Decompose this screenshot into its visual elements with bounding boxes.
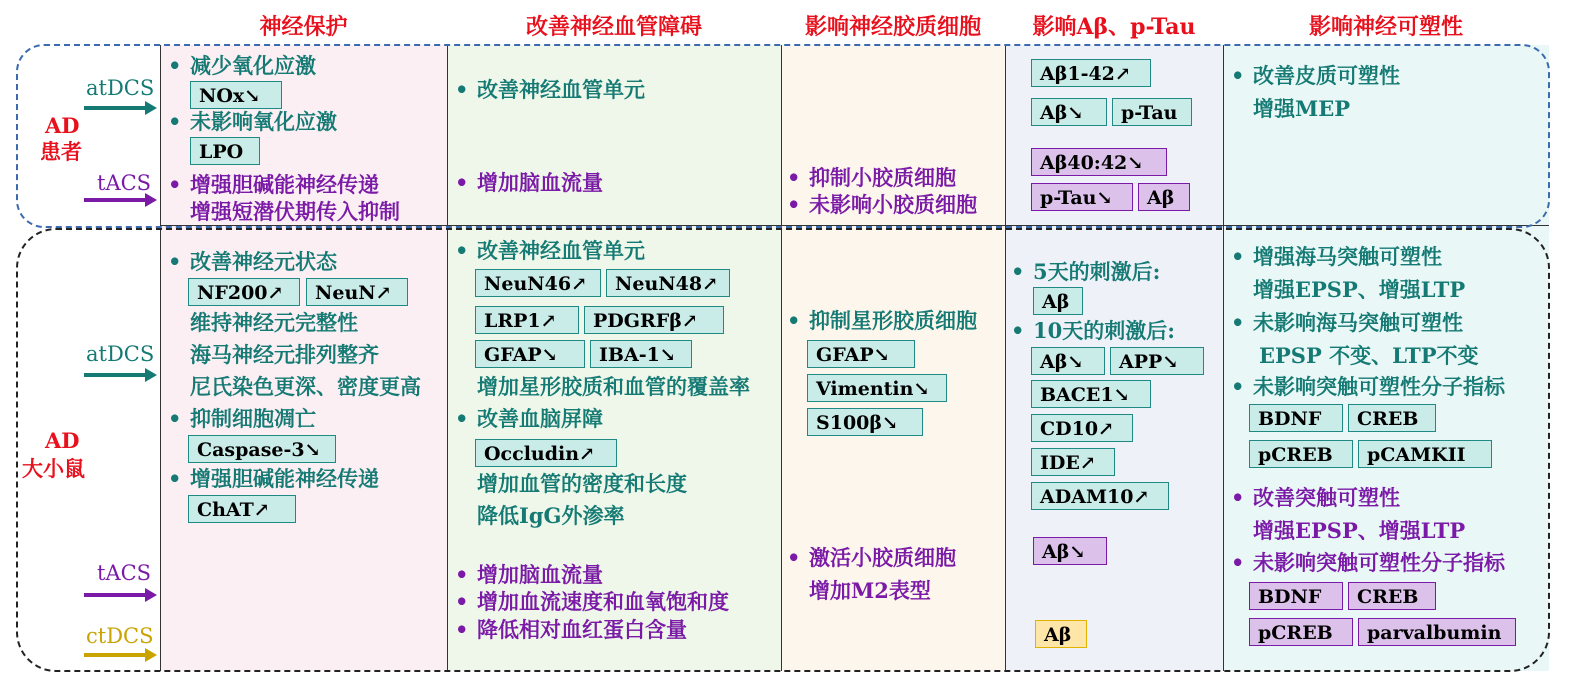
finding-text: 改善神经元状态 xyxy=(190,249,337,274)
marker-box: CD10↗ xyxy=(1031,414,1133,442)
finding-text: 减少氧化应激 xyxy=(190,53,316,78)
bullet: • xyxy=(1231,550,1245,575)
finding-text: 增强EPSP、增强LTP xyxy=(1253,518,1466,543)
marker-box: NOx↘ xyxy=(190,81,282,109)
ctdcs-arrow xyxy=(84,653,146,657)
marker-box: GFAP↘ xyxy=(807,340,915,368)
marker-box: Aβ xyxy=(1138,183,1190,211)
header-plasticity: 影响神经可塑性 xyxy=(1308,14,1463,40)
finding-text: 降低相对血红蛋白含量 xyxy=(477,617,687,642)
bullet: • xyxy=(168,466,182,491)
mouse-label-ad: AD xyxy=(45,428,80,453)
marker-box: BDNF xyxy=(1249,582,1343,610)
bullet: • xyxy=(455,562,469,587)
tacs-arrow xyxy=(84,198,146,202)
bullet: • xyxy=(787,308,801,333)
marker-box: PDGRFβ↗ xyxy=(584,306,724,334)
finding-text: EPSP 不变、LTP不变 xyxy=(1259,343,1479,368)
marker-box: BDNF xyxy=(1249,404,1343,432)
bullet: • xyxy=(455,238,469,263)
marker-box: p-Tau↘ xyxy=(1031,183,1133,211)
finding-text: 增加星形胶质和血管的覆盖率 xyxy=(477,374,750,399)
marker-box: APP↘ xyxy=(1110,347,1204,375)
finding-text: 改善神经血管单元 xyxy=(477,238,645,263)
finding-text: 抑制小胶质细胞 xyxy=(809,165,956,190)
finding-text: 增加血管的密度和长度 xyxy=(477,471,687,496)
bullet: • xyxy=(168,109,182,134)
finding-text: 10天的刺激后: xyxy=(1033,318,1175,343)
finding-text: 增加血流速度和血氧饱和度 xyxy=(477,589,729,614)
marker-box: Aβ1-42↗ xyxy=(1031,59,1151,87)
finding-text: 改善皮质可塑性 xyxy=(1253,63,1400,88)
header-glia: 影响神经胶质细胞 xyxy=(804,14,981,40)
marker-box: LRP1↗ xyxy=(475,306,579,334)
bullet: • xyxy=(168,53,182,78)
marker-box: ADAM10↗ xyxy=(1031,482,1169,510)
marker-box: NeuN46↗ xyxy=(475,269,601,297)
marker-box: IBA-1↘ xyxy=(590,340,692,368)
marker-box: GFAP↘ xyxy=(475,340,585,368)
finding-text: 增加脑血流量 xyxy=(477,562,603,587)
finding-text: 增加M2表型 xyxy=(809,578,931,603)
marker-box: CREB xyxy=(1348,404,1436,432)
marker-box: ChAT↗ xyxy=(188,495,296,523)
marker-box: Caspase-3↘ xyxy=(188,435,336,463)
stim-label-tacs: tACS xyxy=(97,171,152,195)
finding-text: 抑制星形胶质细胞 xyxy=(809,308,977,333)
finding-text: 激活小胶质细胞 xyxy=(809,545,956,570)
mouse-label-text: 大小鼠 xyxy=(22,456,85,481)
finding-text: 未影响突触可塑性分子指标 xyxy=(1253,374,1505,399)
finding-text: 增强海马突触可塑性 xyxy=(1253,244,1442,269)
bullet: • xyxy=(1231,63,1245,88)
atdcs-arrow xyxy=(84,106,146,110)
bullet: • xyxy=(455,617,469,642)
patient-label-text: 患者 xyxy=(40,139,82,164)
bullet: • xyxy=(1011,318,1025,343)
finding-text: 未影响突触可塑性分子指标 xyxy=(1253,550,1505,575)
marker-box: pCREB xyxy=(1249,618,1353,646)
bullet: • xyxy=(455,170,469,195)
finding-text: 增强MEP xyxy=(1253,96,1351,121)
atdcs-arrow xyxy=(84,373,146,377)
marker-box: Aβ↘ xyxy=(1033,537,1107,565)
marker-box: BACE1↘ xyxy=(1031,380,1151,408)
bullet: • xyxy=(168,172,182,197)
stim-label-atdcs: atDCS xyxy=(86,342,155,366)
finding-text: 改善神经血管单元 xyxy=(477,77,645,102)
bullet: • xyxy=(1011,259,1025,284)
finding-text: 未影响小胶质细胞 xyxy=(809,192,977,217)
bullet: • xyxy=(1231,310,1245,335)
marker-box: pCAMKII xyxy=(1358,440,1492,468)
bullet: • xyxy=(787,165,801,190)
finding-text: 增强胆碱能神经传递 xyxy=(190,466,379,491)
finding-text: 抑制细胞凋亡 xyxy=(190,406,316,431)
marker-box: Aβ↘ xyxy=(1031,347,1105,375)
marker-box: Aβ xyxy=(1035,620,1087,648)
finding-text: 增强胆碱能神经传递 xyxy=(190,172,379,197)
marker-box: parvalbumin xyxy=(1358,618,1516,646)
finding-text: 增加脑血流量 xyxy=(477,170,603,195)
bullet: • xyxy=(168,406,182,431)
finding-text: 降低IgG外渗率 xyxy=(477,503,625,528)
finding-text: 海马神经元排列整齐 xyxy=(190,342,379,367)
bullet: • xyxy=(455,589,469,614)
finding-text: 增强EPSP、增强LTP xyxy=(1253,277,1466,302)
marker-box: Aβ xyxy=(1033,287,1083,315)
stim-label-tacs: tACS xyxy=(97,561,152,585)
marker-box: LPO xyxy=(190,137,260,165)
finding-text: 未影响海马突触可塑性 xyxy=(1253,310,1463,335)
bullet: • xyxy=(787,545,801,570)
header-neurovascular: 改善神经血管障碍 xyxy=(525,14,702,40)
header-abeta-ptau: 影响Aβ、p-Tau xyxy=(1032,14,1196,40)
marker-box: CREB xyxy=(1348,582,1436,610)
finding-text: 维持神经元完整性 xyxy=(190,310,358,335)
bullet: • xyxy=(787,192,801,217)
marker-box: Occludin↗ xyxy=(475,439,617,467)
marker-box: Aβ40:42↘ xyxy=(1031,148,1167,176)
stim-label-atdcs: atDCS xyxy=(86,76,155,100)
marker-box: S100β↘ xyxy=(807,408,923,436)
marker-box: p-Tau xyxy=(1112,98,1192,126)
finding-text: 5天的刺激后: xyxy=(1033,259,1161,284)
marker-box: Vimentin↘ xyxy=(807,374,947,402)
tacs-arrow xyxy=(84,593,146,597)
stim-label-ctdcs: ctDCS xyxy=(86,624,154,648)
bullet: • xyxy=(455,77,469,102)
bullet: • xyxy=(455,406,469,431)
bullet: • xyxy=(1231,374,1245,399)
bullet: • xyxy=(1231,485,1245,510)
patient-label-ad: AD xyxy=(45,113,80,138)
marker-box: IDE↗ xyxy=(1031,448,1115,476)
marker-box: Aβ↘ xyxy=(1031,98,1107,126)
bullet: • xyxy=(168,249,182,274)
marker-box: NeuN48↗ xyxy=(606,269,730,297)
finding-text: 增强短潜伏期传入抑制 xyxy=(190,199,400,224)
finding-text: 改善突触可塑性 xyxy=(1253,485,1400,510)
marker-box: NF200↗ xyxy=(188,278,300,306)
marker-box: pCREB xyxy=(1249,440,1353,468)
header-neuroprotection: 神经保护 xyxy=(259,14,348,40)
finding-text: 未影响氧化应激 xyxy=(190,109,337,134)
bullet: • xyxy=(1231,244,1245,269)
marker-box: NeuN↗ xyxy=(306,278,408,306)
finding-text: 改善血脑屏障 xyxy=(477,406,603,431)
finding-text: 尼氏染色更深、密度更高 xyxy=(190,374,421,399)
